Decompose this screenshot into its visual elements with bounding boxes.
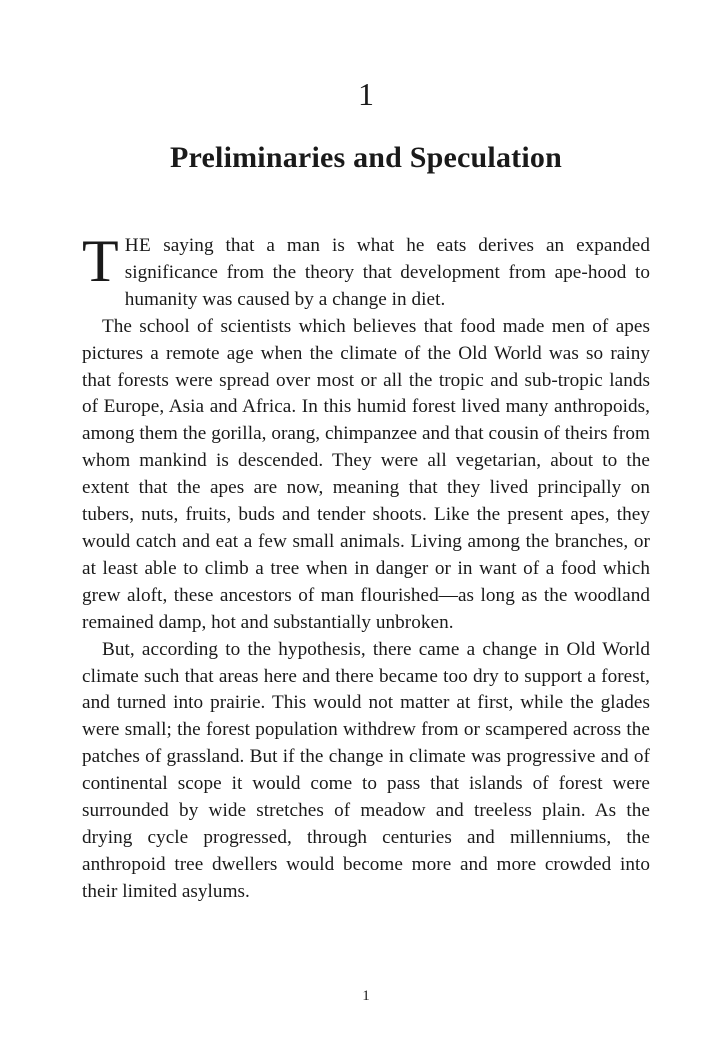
drop-cap: T (82, 228, 119, 294)
page-number: 1 (362, 988, 370, 1004)
chapter-body (82, 228, 650, 906)
chapter-number: 1 (358, 76, 374, 112)
paragraph-1 (82, 228, 650, 314)
paragraph-3: But, according to the hypothesis, there came a change in Old World climate such that areas here and there became too dry to support a forest, and turned into prairie. This would not matter at first, while the glades were small; the forest population withdrew from or scampered across the patches of grassland. But if the change in climate was progressive and of continental scope it would come to pass that islands of forest were surrounded by wide stretches of meadow and treeless plain. As the drying cycle progressed, through centuries and millenniums, the anthropoid tree dwellers would become more and more crowded into their limited asylums. (82, 638, 650, 902)
chapter-title: Preliminaries and Speculation (170, 141, 562, 174)
paragraph-2: The school of scientists which believes that food made men of apes pictures a remote age when the climate of the Old World was so rainy that forests were spread over most or all the tropic and sub-tropic lands of Europe, Asia and Africa. In this humid forest lived many anthropoids, among them the gorilla, orang, chimpanzee and that cousin of theirs from whom mankind is descended. They were all vegetarian, about to the extent that the apes are now, meaning that they lived principally on tubers, nuts, fruits, buds and tender shoots. Like the present apes, they would catch and eat a few small animals. Living among the branches, or at least able to climb a tree when in danger or in want of a food which grew aloft, these ancestors of man flourished—as long as the woodland remained damp, hot and substantially unbroken. (82, 315, 650, 633)
book-page (82, 0, 650, 1060)
paragraph-1-lead: HE (124, 235, 152, 256)
paragraph-1-text: saying that a man is what he eats derives an expanded significance from the theory that development from ape-hood to humanity was caused by a change in diet. (124, 235, 650, 310)
